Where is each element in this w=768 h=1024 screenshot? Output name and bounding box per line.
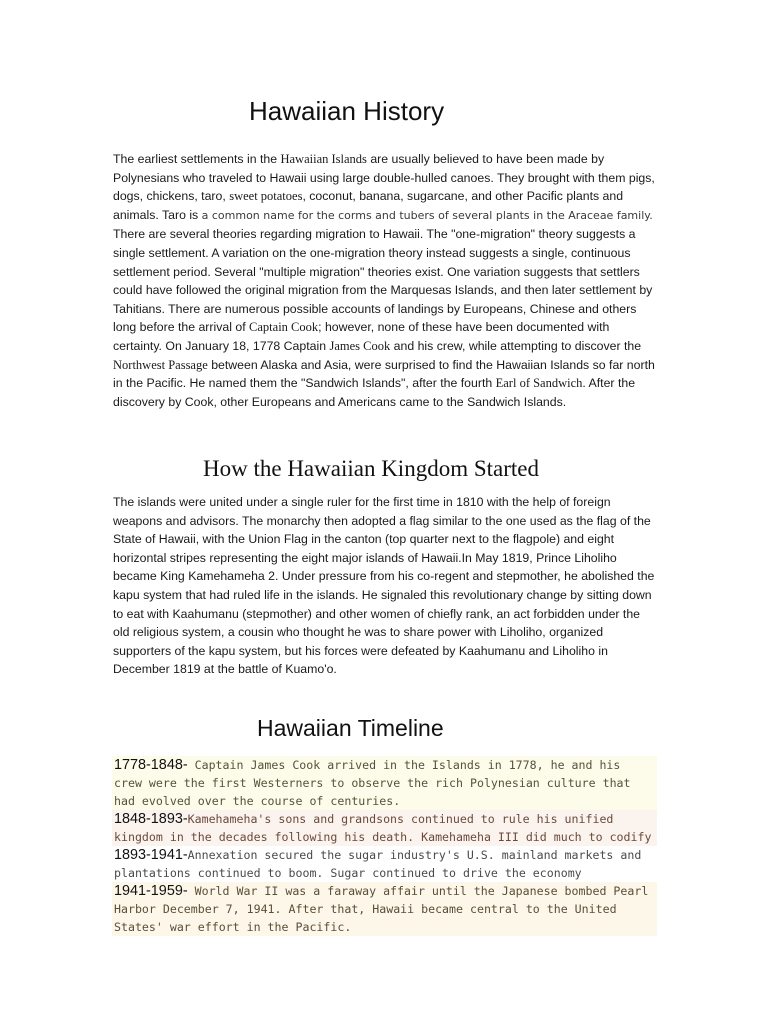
taro-definition: a common name for the corms and tubers of several plants in the Araceae family. [201, 208, 653, 222]
page-title: Hawaiian History [249, 96, 445, 126]
sweet-potatoes-link: sweet potatoes [229, 189, 303, 204]
intro-text: and his crew, while attempting to discover the [390, 338, 642, 353]
intro-text: between Alaska and Asia, were surprised to find the Hawaiian Islands so far north in the Pacific. He named them the "Sandwich Islands", after the fourth [113, 357, 655, 391]
timeline-entry [112, 882, 657, 936]
earl-of-sandwich-link: Earl of Sandwich [495, 376, 583, 391]
timeline-years: 1778-1848- [114, 757, 188, 773]
kingdom-paragraph: The islands were united under a single ruler for the first time in 1810 with the help of foreign weapons and advisors. The monarchy then adopted a flag similar to the one used as the flag of the State of Hawaii, with the Union Flag in the canton (top quarter next to the flagpole) and eight horizontal stripes representing the eight major islands of Hawaii.In May 1819, Prince Liholiho became King Kamehameha 2. Under pressure from his co-regent and stepmother, he abolished the kapu system that had ruled life in the islands. He signaled this revolutionary change by sitting down to eat with Kaahumanu (stepmother) and other women of chiefly rank, an act forbidden under the old religious system, a cousin who thought he was to share power with Liholiho, organized supporters of the kapu system, but his forces were defeated by Kaahumanu and Liholiho in December 1819 at the battle of Kuamo'o. [113, 495, 655, 677]
timeline-description: Kamehameha's sons and grandsons continued to rule his unified kingdom in the decades following his death. Kamehameha III did much to codify [114, 812, 652, 844]
timeline-years: 1941-1959- [114, 883, 188, 899]
timeline-entry [112, 846, 657, 882]
northwest-passage-link: Northwest Passage [113, 357, 208, 372]
timeline-heading: Hawaiian Timeline [257, 715, 444, 741]
timeline-entry [112, 810, 657, 846]
timeline-description: World War II was a faraway affair until the Japanese bombed Pearl Harbor December 7, 1941. After that, Hawaii became central to the United States' war effort in the Pacific. [114, 884, 649, 934]
intro-paragraph [113, 150, 658, 411]
timeline-description: Annexation secured the sugar industry's U.S. mainland markets and plantations continued to boom. Sugar continued to drive the economy [114, 848, 642, 880]
intro-text: are usually believed to have been made by Polynesians who traveled to Hawaii using large double-hulled canoes. They brought with them pigs, dogs, chickens, taro, [113, 152, 655, 204]
intro-text: , coconut, banana, sugarcane, and other Pacific plants and animals. Taro is [113, 189, 624, 222]
james-cook-link: James Cook [329, 338, 391, 353]
timeline-years: 1848-1893- [114, 811, 188, 827]
captain-cook-link: Captain Cook [249, 320, 319, 335]
timeline-entry [112, 756, 657, 810]
timeline-list [112, 756, 657, 936]
intro-text: ; however, none of these have been documented with certainty. On January 18, 1778 Captain [113, 320, 610, 353]
intro-text: . After the discovery by Cook, other Europeans and Americans came to the Sandwich Islands. [113, 376, 636, 409]
intro-text: There are several theories regarding migration to Hawaii. The "one-migration" theory suggests a single settlement. A variation on the one-migration theory instead suggests a single, continuous settlement period. Several "multiple migration" theories exist. One variation suggests that settlers could have followed the original migration from the Marquesas Islands, and then later settlement by Tahitians. There are numerous possible accounts of landings by Europeans, Chinese and others long before the arrival of [113, 227, 653, 335]
intro-text: The earliest settlements in the [113, 152, 281, 166]
kingdom-heading: How the Hawaiian Kingdom Started [203, 456, 539, 481]
timeline-years: 1893-1941- [114, 847, 188, 863]
timeline-description: Captain James Cook arrived in the Islands in 1778, he and his crew were the first Westerners to observe the rich Polynesian culture that had evolved over the course of centuries. [114, 758, 631, 808]
hawaiian-islands-link: Hawaiian Islands [280, 152, 367, 166]
